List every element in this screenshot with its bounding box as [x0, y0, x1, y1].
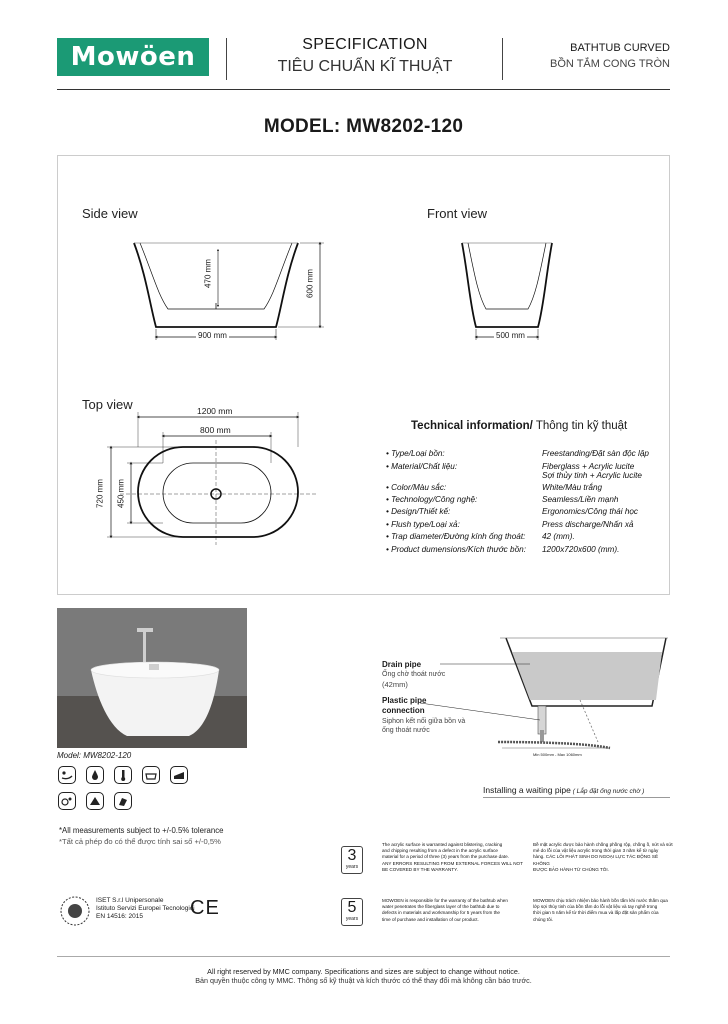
pipe-range-label: Min 500mm - Max 1060mm	[533, 752, 582, 757]
install-caption-en: Installing a waiting pipe	[483, 785, 571, 795]
top-length-label: 1200 mm	[197, 406, 233, 416]
warranty-5-badge	[341, 898, 363, 926]
top-inner-width-label: 450 mm	[116, 479, 126, 508]
ergonomic-icon	[58, 766, 76, 784]
footer-rule	[57, 956, 670, 957]
antibacterial-icon	[58, 792, 76, 810]
side-view-drawing	[134, 243, 324, 340]
water-drop-icon	[86, 766, 104, 784]
drain-pipe-size: (42mm)	[382, 680, 408, 689]
spec-value: 1200x720x600 (mm).	[542, 545, 620, 554]
drain-pipe-label-en: Drain pipe	[382, 660, 422, 669]
spec-key: • Product dumensions/Kích thước bồn:	[386, 545, 526, 554]
line: MOWOEN chịu trách nhiệm bảo hành bồn tắm khi nước thấm qua	[533, 898, 668, 903]
warranty-5-number: 5	[347, 899, 357, 916]
tech-info-title	[411, 420, 627, 432]
plastic-pipe-label-en-2: connection	[382, 706, 425, 715]
warranty-5-unit: years	[345, 916, 359, 922]
top-width-label: 720 mm	[95, 479, 105, 508]
spec-value: White/Màu trắng	[542, 483, 603, 492]
warranty-3-badge	[341, 846, 363, 874]
line: ĐƯỢC BẢO HÀNH TỪ CHÚNG TÔI.	[533, 866, 609, 872]
spec-value: Press discharge/Nhấn xả	[542, 520, 634, 529]
spec-key: • Design/Thiết kế:	[386, 507, 451, 516]
line: BE COVERED BY THE WARRANTY.	[382, 866, 458, 872]
warranty-5-text-vi	[533, 898, 673, 923]
install-caption-vi: ( Lắp đặt ống nước chờ )	[570, 788, 645, 795]
brand-logo: Mowöen	[57, 38, 209, 76]
spec-value: Sợi thủy tinh + Acrylic lucite	[542, 471, 642, 480]
line: mẻ do lỗi của vật liệu acrylic trong thời gian 3 năm kể từ ngày	[533, 848, 659, 854]
line: material for a period of three (3) years from the purchase date.	[382, 854, 509, 860]
side-view-title: Side view	[82, 206, 138, 221]
easy-clean-icon	[114, 792, 132, 810]
spec-title-en: SPECIFICATION	[302, 36, 428, 53]
bathtub-icon	[142, 766, 160, 784]
spec-value: 42 (mm).	[542, 532, 575, 541]
product-photo	[57, 608, 247, 748]
scratch-resistant-icon	[86, 792, 104, 810]
product-type-en: BATHTUB CURVED	[570, 42, 670, 54]
spec-key: • Flush type/Loại xả:	[386, 520, 460, 529]
plastic-pipe-label-vi-2: ống thoát nước	[382, 727, 430, 734]
cert-line-3: EN 14516: 2015	[96, 913, 143, 920]
front-view-title: Front view	[427, 206, 487, 221]
cert-line-2: Istituto Servizi Europei Tecnologici	[96, 905, 195, 912]
warranty-3-text-en	[382, 842, 527, 873]
spec-value: Freestanding/Đặt sàn độc lập	[542, 449, 649, 458]
ce-mark: CE	[190, 897, 220, 919]
spec-key: • Material/Chất liệu:	[386, 462, 458, 471]
thermometer-icon	[114, 766, 132, 784]
side-width-label: 900 mm	[198, 331, 227, 340]
spec-key: • Technology/Công nghệ:	[386, 495, 478, 504]
footer-copyright-vi: Bản quyền thuộc công ty MMC. Thông số kỹ thuật và kích thước có thể thay đổi mà không cần báo trước.	[195, 976, 532, 985]
plastic-pipe-label-vi-1: Siphon kết nối giữa bồn và	[382, 718, 466, 725]
install-caption	[483, 785, 644, 795]
warranty-3-number: 3	[347, 847, 357, 864]
spec-value: Ergonomics/Công thái học	[542, 507, 639, 516]
tolerance-en: *All measurements subject to +/-0.5% tolerance	[59, 826, 224, 835]
spec-key: • Trap diameter/Đường kính ống thoát:	[386, 532, 526, 541]
side-inner-depth-label: 470 mm	[203, 259, 213, 288]
cert-line-1: ISET S.r.l Unipersonale	[96, 897, 164, 904]
spec-key: • Color/Màu sắc:	[386, 483, 447, 492]
model-title: MODEL: MW8202-120	[263, 116, 464, 137]
spec-title-vi: TIÊU CHUẨN KĨ THUẬT	[277, 58, 453, 75]
spec-value: Fiberglass + Acrylic lucite	[542, 462, 635, 471]
iset-seal-icon	[59, 895, 91, 927]
waves-icon	[170, 766, 188, 784]
line: thời gian 5 năm kể từ thời điểm mua và lắp đặt sản phẩm của	[533, 910, 659, 916]
line: The acrylic surface is warranted against blistering, cracking	[382, 842, 503, 847]
line: chúng tôi.	[533, 916, 553, 922]
drain-pipe-label-vi: Ống chờ thoát nước	[382, 671, 446, 678]
top-view-title: Top view	[82, 397, 133, 412]
warranty-3-text-vi	[533, 842, 673, 873]
line: MOWOEN is responsible for the warranty of the bathtub when	[382, 898, 508, 903]
install-rule	[483, 797, 670, 798]
line: water penetrates the fiberglass layer of the bathtub due to	[382, 904, 500, 910]
warranty-3-unit: years	[345, 864, 359, 870]
product-type-vi: BỒN TẮM CONG TRÒN	[550, 58, 670, 70]
line: ANY ERRORS RESULTING FROM EXTERNAL FORCES WILL NOT	[382, 860, 523, 866]
line: time of purchase and installation of our product.	[382, 916, 479, 922]
front-view-drawing	[462, 243, 552, 340]
line: defects in materials and workmanship for 5 years from the	[382, 910, 500, 916]
side-height-label: 600 mm	[305, 269, 315, 298]
line: lớp sợi thủy tinh của bồn tắm do lỗi vật liệu và tay nghề trong	[533, 904, 658, 910]
footer-copyright-en: All right reserved by MMC company. Specifications and sizes are subject to change without notice.	[207, 967, 520, 976]
line: hàng. CÁC LỖI PHÁT SINH DO NGOẠI LỰC TÁC ĐỘNG SẼ KHÔNG	[533, 854, 659, 866]
photo-caption: Model: MW8202-120	[57, 751, 132, 760]
front-width-label: 500 mm	[496, 331, 525, 340]
spec-key: • Type/Loại bồn:	[386, 449, 445, 458]
spec-value: Seamless/Liền mạnh	[542, 495, 619, 504]
tolerance-vi: *Tất cả phép đo có thể được tính sai số +/-0,5%	[59, 837, 221, 846]
warranty-5-text-en	[382, 898, 527, 923]
tech-title-vi: Thông tin kỹ thuật	[532, 420, 628, 432]
line: and chipping resulting from a defect in the acrylic surface	[382, 848, 498, 854]
line: Bề mặt acrylic được bảo hành chống phồng rộp, chống ồ, nứt và sứt	[533, 842, 673, 847]
plastic-pipe-label-en-1: Plastic pipe	[382, 696, 427, 705]
top-inner-length-label: 800 mm	[200, 425, 231, 435]
tech-title-en: Technical information/	[411, 420, 533, 432]
